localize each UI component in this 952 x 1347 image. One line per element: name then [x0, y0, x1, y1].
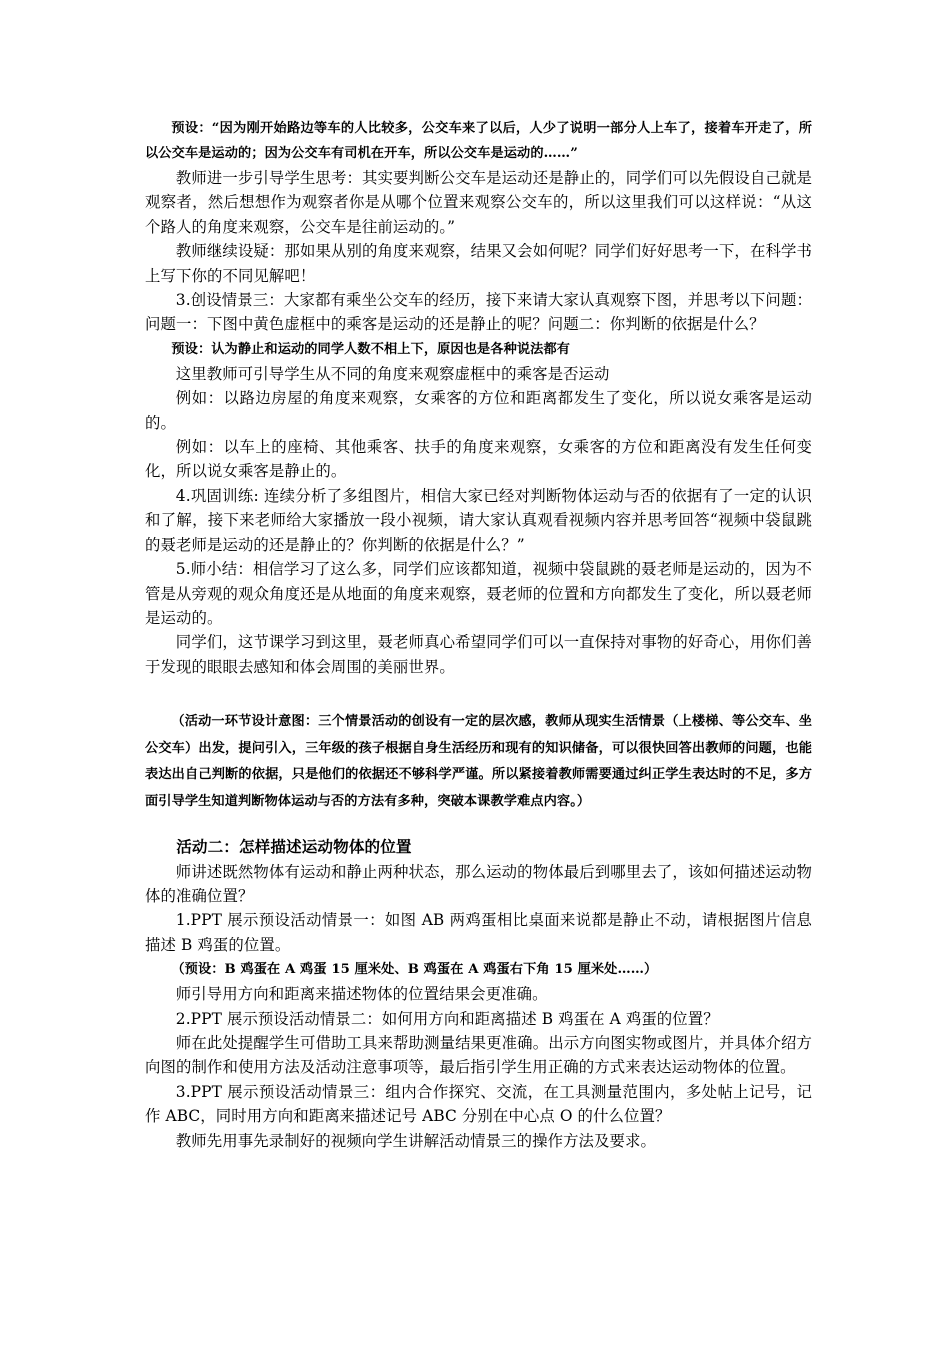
body-paragraph: 师讲述既然物体有运动和静止两种状态，那么运动的物体最后到哪里去了，该如何描述运动物体的准确位置？ — [145, 862, 812, 905]
preset-paragraph: （预设：B 鸡蛋在 A 鸡蛋 15 厘米处、B 鸡蛋在 A 鸡蛋右下角 15 厘米处……） — [171, 962, 658, 978]
body-paragraph: 教师进一步引导学生思考：其实要判断公交车是运动还是静止的，同学们可以先假设自己就是观察者，然后想想作为观察者你是从哪个位置来观察公交车的，所以这里我们可以这样说：“从这个路人的角度来观察，公交车是往前运动的。” — [145, 169, 812, 236]
body-paragraph: 这里教师可引导学生从不同的角度来观察虚框中的乘客是否运动 — [175, 364, 610, 383]
preset-paragraph: 预设：“因为刚开始路边等车的人比较多，公交车来了以后，人少了说明一部分人上车了，接着车开走了，所以公交车是运动的；因为公交车有司机在开车，所以公交车是运动的……” — [145, 121, 812, 161]
body-paragraph: 例如：以车上的座椅、其他乘客、扶手的角度来观察，女乘客的方位和距离没有发生任何变化，所以说女乘客是静止的。 — [145, 438, 812, 481]
document-page — [145, 116, 812, 1153]
preset-paragraph: 预设：认为静止和运动的同学人数不相上下，原因也是各种说法都有 — [171, 341, 571, 357]
body-paragraph: 3.PPT 展示预设活动情景三：组内合作探究、交流，在工具测量范围内，多处帖上记号，记作 ABC，同时用方向和距离来描述记号 ABC 分别在中心点 O 的什么位置？ — [145, 1082, 812, 1126]
spacer — [145, 816, 812, 834]
body-paragraph: 教师先用事先录制好的视频向学生讲解活动情景三的操作方法及要求。 — [175, 1131, 657, 1150]
body-paragraph: 师在此处提醒学生可借助工具来帮助测量结果更准确。出示方向图实物或图片，并具体介绍方向图的制作和使用方法及活动注意事项等，最后指引学生用正确的方式来表达运动物体的位置。 — [145, 1033, 812, 1077]
body-paragraph: 教师继续设疑：那如果从别的角度来观察，结果又会如何呢？同学们好好思考一下，在科学书上写下你的不同见解吧！ — [145, 242, 812, 285]
body-paragraph: 例如：以路边房屋的角度来观察，女乘客的方位和距离都发生了变化，所以说女乘客是运动的。 — [145, 389, 812, 432]
body-paragraph: 5.师小结：相信学习了这么多，同学们应该都知道，视频中袋鼠跳的聂老师是运动的，因为不管是从旁观的观众角度还是从地面的角度来观察，聂老师的位置和方向都发生了变化，所以聂老师是运动的。 — [145, 560, 812, 627]
body-paragraph: 4.巩固训练: 连续分析了多组图片，相信大家已经对判断物体运动与否的依据有了一定的认识和了解，接下来老师给大家播放一段小视频，请大家认真观看视频内容并思考回答“视频中袋鼠跳的聂老师是运动的还是静止的？你判断的依据是什么？” — [145, 486, 812, 554]
body-paragraph: 3.创设情景三：大家都有乘坐公交车的经历，接下来请大家认真观察下图，并思考以下问题：问题一：下图中黄色虚框中的乘客是运动的还是静止的呢？问题二：你判断的依据是什么？ — [145, 291, 812, 334]
spacer — [145, 679, 812, 709]
body-paragraph: 同学们，这节课学习到这里，聂老师真心希望同学们可以一直保持对事物的好奇心，用你们善于发现的眼眼去感知和体会周围的美丽世界。 — [145, 633, 812, 676]
section-heading: 活动二：怎样描述运动物体的位置 — [176, 836, 412, 856]
design-intent-note: （活动一环节设计意图：三个情景活动的创设有一定的层次感，教师从现实生活情景（上楼梯、等公交车、坐公交车）出发，提问引入，三年级的孩子根据自身生活经历和现有的知识储备，可以很快回答出教师的问题，也能表达出自己判断的依据，只是他们的依据还不够科学严谨。所以紧接着教师需要通过纠正学生表达时的不足，多方面引导学生知道判断物体运动与否的方法有多种，突破本课教学难点内容。） — [145, 714, 812, 809]
body-paragraph: 师引导用方向和距离来描述物体的位置结果会更准确。 — [175, 985, 548, 1004]
body-paragraph: 2.PPT 展示预设活动情景二：如何用方向和距离描述 B 鸡蛋在 A 鸡蛋的位置？ — [175, 1009, 719, 1028]
body-paragraph: 1.PPT 展示预设活动情景一：如图 AB 两鸡蛋相比桌面来说都是静止不动，请根据图片信息描述 B 鸡蛋的位置。 — [145, 911, 812, 954]
